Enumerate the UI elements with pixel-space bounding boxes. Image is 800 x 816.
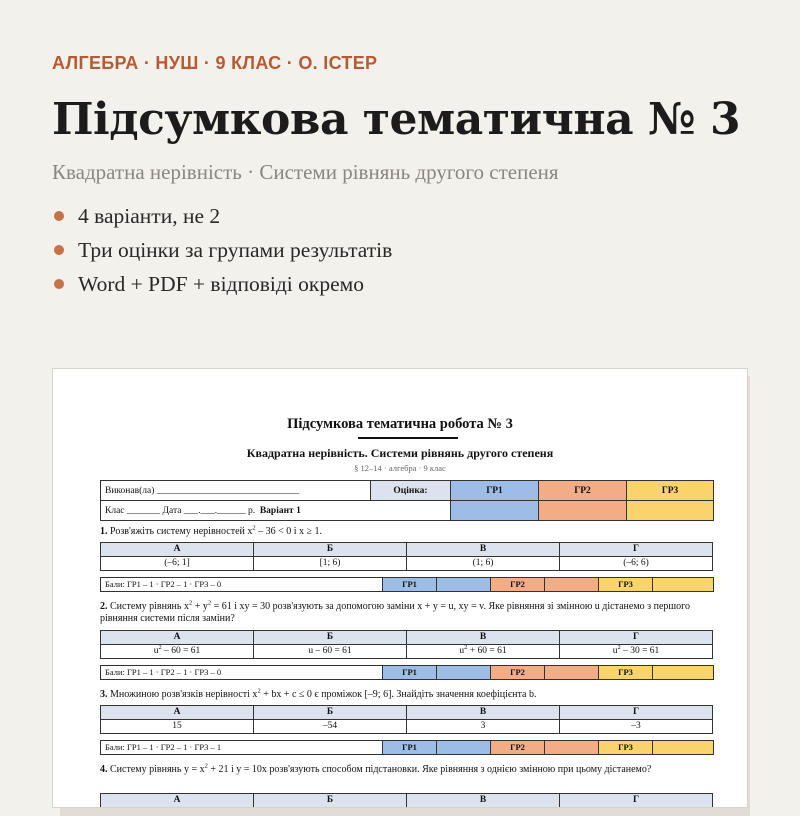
score-group-label: ГР3 (599, 741, 653, 755)
group-2-header: ГР2 (539, 481, 627, 501)
superscript: 2 (617, 644, 621, 651)
score-text: Бали: ГР1 – 1 · ГР2 – 1 · ГР3 – 0 (101, 578, 383, 592)
score-row (100, 740, 714, 755)
question-text: 4. Систему рівнянь $y = x^2 + 21$ і y = 10x розв'язують способом підстановки. Яке рівняння з однією змінною при цьому дістанемо? (100, 762, 652, 775)
option-letter: В (407, 706, 560, 720)
question-number: 3. (100, 689, 110, 700)
score-text: Бали: ГР1 – 1 · ГР2 – 1 · ГР3 – 1 (101, 741, 383, 755)
feature-text: 4 варіанти, не 2 (78, 204, 221, 228)
answer-options-table (100, 705, 713, 734)
worksheet-preview (52, 368, 748, 808)
score-group-cell (545, 741, 599, 755)
option-letter: А (101, 794, 254, 808)
score-group-label: ГР2 (491, 741, 545, 755)
option-value: (–6; 1] (101, 557, 254, 571)
score-group-cell (437, 741, 491, 755)
score-text: Бали: ГР1 – 1 · ГР2 – 1 · ГР3 – 0 (101, 666, 383, 680)
score-group-label: ГР2 (491, 578, 545, 592)
options-header-row (101, 543, 713, 557)
superscript: 2 (464, 644, 468, 651)
grade-label: Оцінка: (371, 481, 451, 501)
option-value: –54 (254, 720, 407, 734)
group-2-grade-cell (539, 501, 627, 521)
group-1-header: ГР1 (451, 481, 539, 501)
option-value: 3 (407, 720, 560, 734)
option-letter: Г (560, 631, 713, 645)
options-header-row (101, 706, 713, 720)
title-underline (358, 437, 458, 439)
option-value: $u^2 - 60 = 61$ (101, 645, 254, 659)
worksheet-section: § 12–14 · алгебра · 9 клас (354, 463, 446, 473)
score-group-label: ГР1 (383, 741, 437, 755)
score-group-cell (653, 666, 714, 680)
superscript: 2 (257, 687, 261, 695)
group-3-grade-cell (627, 501, 714, 521)
feature-item (52, 236, 392, 270)
group-1-grade-cell (451, 501, 539, 521)
option-letter: А (101, 543, 254, 557)
variant-label: Варіант 1 (259, 505, 301, 516)
options-values-row (101, 645, 713, 659)
score-group-cell (653, 578, 714, 592)
superscript: 2 (158, 644, 162, 651)
question-text: 3. Множиною розв'язків нерівності $x^2$ + bx + c ≤ 0 є проміжок [–9; 6]. Знайдіть значення коефіцієнта b. (100, 687, 537, 700)
option-letter: В (407, 631, 560, 645)
class-date-field (101, 501, 451, 521)
option-value: (1; 6) (407, 557, 560, 571)
option-letter: Б (254, 794, 407, 808)
score-group-cell (545, 666, 599, 680)
option-value: $u^2 + 60 = 61$ (407, 645, 560, 659)
option-value: –3 (560, 720, 713, 734)
score-group-label: ГР1 (383, 666, 437, 680)
score-row (100, 665, 714, 680)
student-info-table (100, 480, 714, 521)
question-number: 2. (100, 601, 110, 612)
worksheet-subtitle: Квадратна нерівність. Системи рівнянь другого степеня (246, 446, 554, 460)
bullet-dot-icon (54, 211, 64, 221)
options-header-row (101, 794, 713, 808)
option-value: $u^2 - 30 = 61$ (560, 645, 713, 659)
superscript: 2 (252, 524, 256, 532)
answer-options-table (100, 542, 713, 571)
feature-text: Word + PDF + відповіді окремо (78, 272, 364, 296)
option-letter: Г (560, 794, 713, 808)
superscript: 2 (204, 762, 208, 770)
option-letter: Г (560, 543, 713, 557)
superscript: 2 (188, 599, 193, 607)
score-row-cells (101, 578, 714, 592)
bullet-dot-icon (54, 279, 64, 289)
option-letter: Б (254, 706, 407, 720)
performer-field: Виконав(ла) ______________________________ (101, 481, 371, 501)
option-letter: А (101, 706, 254, 720)
question-text: 2. Систему рівнянь $x^2 + y^2 = 61$ і xy = 30 розв'язують за допомогою заміни x + y = u, xy = v. Яке рівняння зі змінною u дістанемо з першого рівняння системи після заміни? (100, 599, 690, 624)
option-letter: А (101, 631, 254, 645)
group-3-header: ГР3 (627, 481, 714, 501)
option-value: 15 (101, 720, 254, 734)
option-letter: В (407, 543, 560, 557)
score-row-cells (101, 666, 714, 680)
option-value: (–6; 6) (560, 557, 713, 571)
answer-options-table (100, 793, 713, 808)
score-group-cell (437, 666, 491, 680)
question-text: 1. Розв'яжіть систему нерівностей $x^2 - 36 < 0$ і x ≥ 1. (100, 524, 323, 537)
options-values-row (101, 557, 713, 571)
bullet-dot-icon (54, 245, 64, 255)
option-letter: Г (560, 706, 713, 720)
option-value: [1; 6) (254, 557, 407, 571)
score-group-cell (437, 578, 491, 592)
score-group-label: ГР3 (599, 578, 653, 592)
feature-item (52, 202, 392, 236)
score-group-label: ГР3 (599, 666, 653, 680)
feature-text: Три оцінки за групами результатів (78, 238, 393, 262)
page-subtitle: Квадратна нерівність · Системи рівнянь другого степеня (52, 160, 559, 184)
score-row-cells (101, 741, 714, 755)
score-group-cell (545, 578, 599, 592)
feature-item (52, 270, 392, 304)
options-header-row (101, 631, 713, 645)
option-letter: Б (254, 631, 407, 645)
score-group-cell (653, 741, 714, 755)
option-letter: Б (254, 543, 407, 557)
answer-options-table (100, 630, 713, 659)
worksheet-title: Підсумкова тематична робота № 3 (287, 416, 513, 432)
superscript: 2 (207, 599, 212, 607)
question-number: 1. (100, 526, 110, 537)
page-title: Підсумкова тематична № 3 (52, 94, 741, 145)
options-values-row (101, 720, 713, 734)
question-number: 4. (100, 764, 110, 775)
option-value: u – 60 = 61 (254, 645, 407, 659)
score-group-label: ГР1 (383, 578, 437, 592)
feature-list (52, 202, 392, 304)
option-letter: В (407, 794, 560, 808)
class-date-line: Клас _______ Дата ___.___.______ р. (105, 505, 256, 516)
course-kicker: АЛГЕБРА · НУШ · 9 КЛАС · О. ІСТЕР (52, 53, 378, 73)
score-row (100, 577, 714, 592)
score-group-label: ГР2 (491, 666, 545, 680)
